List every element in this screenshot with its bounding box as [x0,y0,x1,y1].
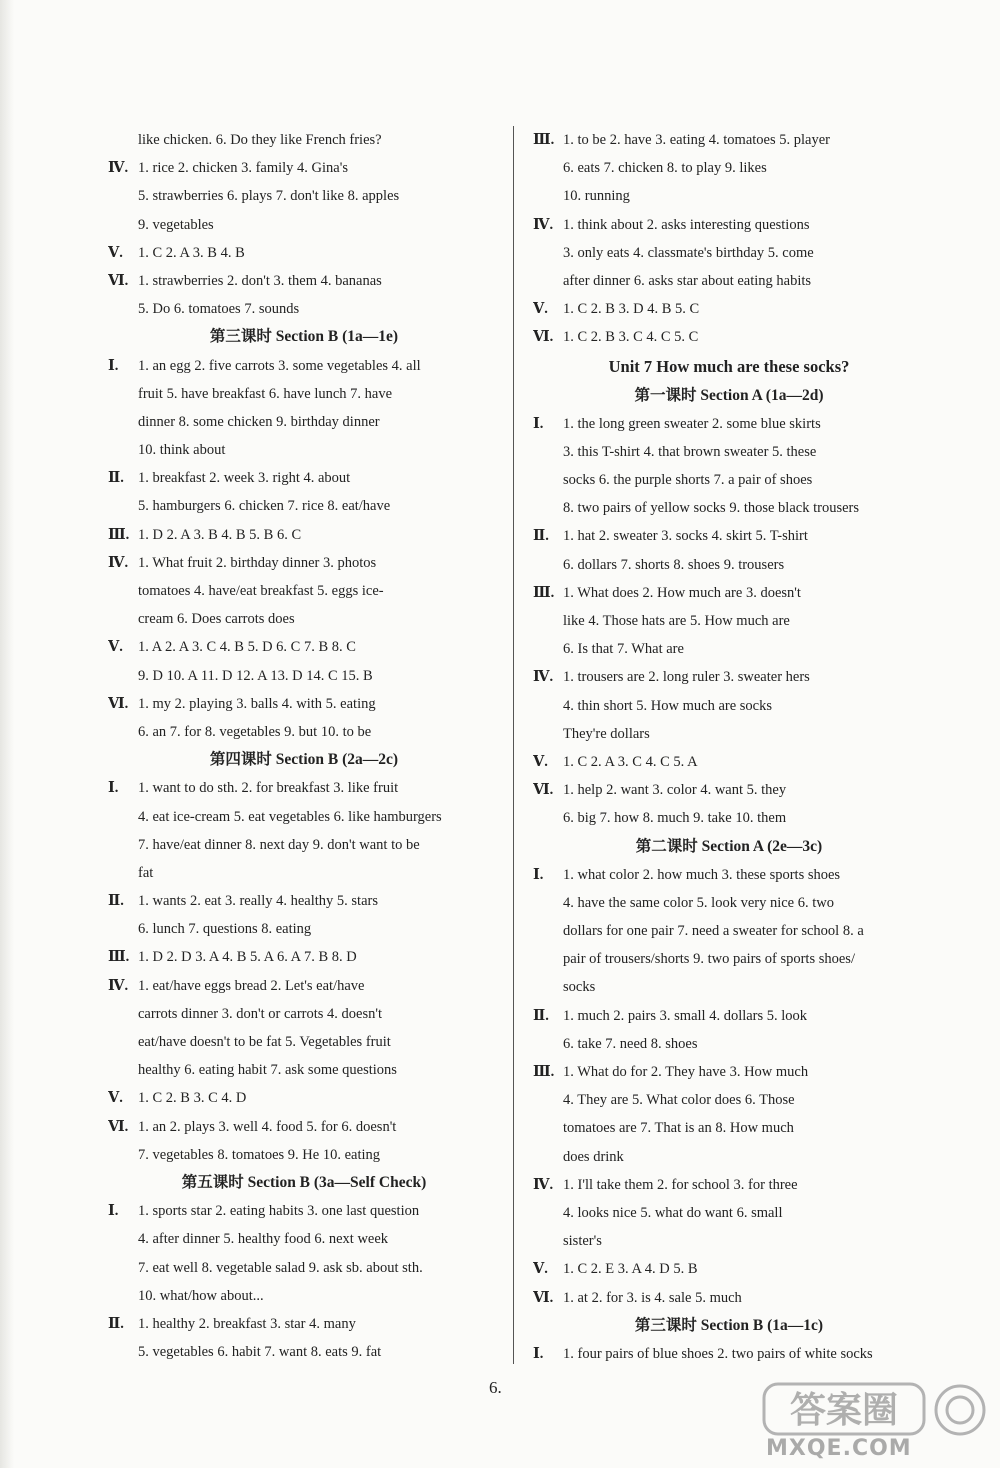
answer-line [108,774,500,802]
answer-line: 4. have the same color 5. look very nice 6. two [563,894,834,911]
answer-line: eat/have doesn't to be fat 5. Vegetables fruit [138,1034,391,1050]
page-number: 6. [489,1378,502,1397]
answer-text: 1. C 2. E 3. A 4. D 5. B [563,1261,698,1278]
answer-text: 1. hat 2. sweater 3. socks 4. skirt 5. T-shirt [563,528,808,545]
exercise-number: Ⅴ. [533,1261,548,1278]
section-heading: 第四课时 Section B (2a—2c) [209,751,399,769]
answer-text: 1. much 2. pairs 3. small 4. dollars 5. look [563,1007,808,1024]
answer-text: 1. the long green sweater 2. some blue skirts [563,415,821,432]
answer-line [533,776,925,804]
answer-line: 6. take 7. need 8. shoes [563,1035,698,1052]
answer-line [533,1284,925,1312]
answer-text: 1. C 2. A 3. C 4. C 5. A [563,753,698,770]
exercise-number: Ⅵ. [108,695,129,712]
exercise-number: Ⅰ. [533,415,544,432]
answer-line: dollars for one pair 7. need a sweater for school 8. a [563,923,864,940]
answer-line: 10. think about [138,442,226,459]
answer-line [533,295,925,323]
section-heading: 第二课时 Section A (2e—3c) [635,837,823,855]
answer-text: 1. I'll take them 2. for school 3. for three [563,1176,798,1193]
exercise-number: Ⅵ. [108,272,129,289]
answer-line: 3. only eats 4. classmate's birthday 5. come [563,244,814,261]
exercise-number: Ⅵ. [533,1289,554,1306]
answer-line: 5. vegetables 6. habit 7. want 8. eats 9. fat [138,1344,382,1361]
left-column [108,126,500,1366]
answer-line [533,211,925,239]
answer-line [108,521,500,549]
exercise-number: Ⅳ. [108,977,129,994]
page-edge-shadow [0,0,14,1468]
answer-line [108,267,500,295]
answer-line: 9. vegetables [138,216,214,233]
exercise-number: Ⅳ. [533,669,554,686]
exercise-number: Ⅱ. [533,528,549,545]
answer-text: 1. C 2. B 3. C 4. C 5. C [563,329,699,346]
answer-line [533,1171,925,1199]
answer-line [533,323,925,351]
answer-line [533,1255,925,1283]
answer-line: 4. after dinner 5. healthy food 6. next week [138,1231,389,1248]
answer-line: 4. thin short 5. How much are socks [563,697,773,714]
watermark-url: MXQE.COM [766,1436,912,1461]
answer-text: 1. eat/have eggs bread 2. Let's eat/have [138,977,365,994]
unit-title: Unit 7 How much are these socks? [608,356,850,376]
answer-line: tomatoes 4. have/eat breakfast 5. eggs ice- [138,583,384,599]
answer-line: after dinner 6. asks star about eating habits [563,272,812,289]
watermark-logo [760,1378,996,1440]
exercise-number: Ⅵ. [533,782,554,799]
answer-line [108,239,500,267]
answer-text: 1. help 2. want 3. color 4. want 5. they [563,782,787,799]
exercise-number: Ⅱ. [108,1315,124,1332]
answer-line: tomatoes are 7. That is an 8. How much [563,1120,794,1137]
answer-line: 5. Do 6. tomatoes 7. sounds [138,301,300,318]
answer-line [108,464,500,492]
answer-text: 1. at 2. for 3. is 4. sale 5. much [563,1289,742,1306]
exercise-number: Ⅰ. [533,866,544,883]
column-divider [513,126,514,1364]
answer-line [533,1002,925,1030]
answer-line [108,633,500,661]
answer-line [533,1340,925,1368]
answer-line: socks 6. the purple shorts 7. a pair of shoes [563,472,813,489]
answer-line: 4. eat ice-cream 5. eat vegetables 6. like hamburgers [138,808,442,825]
answer-text: 1. rice 2. chicken 3. family 4. Gina's [138,160,348,177]
answer-line [108,1113,500,1141]
answer-line: sister's [563,1233,602,1250]
watermark [760,1378,996,1464]
answer-line [533,126,925,154]
exercise-number: Ⅱ. [533,1007,549,1024]
answer-text: 1. sports star 2. eating habits 3. one last question [138,1203,420,1220]
answer-text: 1. D 2. A 3. B 4. B 5. B 6. C [138,526,302,543]
answer-line [533,579,925,607]
right-column [533,126,925,1368]
answer-line [108,1197,500,1225]
answer-line: 5. strawberries 6. plays 7. don't like 8. apples [138,188,400,205]
section-heading: 第五课时 Section B (3a—Self Check) [181,1173,427,1191]
answer-line [533,748,925,776]
answer-line [108,154,500,182]
exercise-number: Ⅵ. [533,329,554,346]
answer-text: 1. an egg 2. five carrots 3. some vegetables 4. all [138,357,421,374]
answer-line [533,1058,925,1086]
answer-text: 1. think about 2. asks interesting questions [563,216,810,233]
answer-line: 7. vegetables 8. tomatoes 9. He 10. eating [138,1146,381,1163]
answer-line [108,887,500,915]
answer-line: carrots dinner 3. don't or carrots 4. doesn't [138,1005,383,1022]
answer-line: 3. this T-shirt 4. that brown sweater 5. these [563,443,817,460]
answer-text: 1. trousers are 2. long ruler 3. sweater hers [563,669,810,686]
answer-text: 1. want to do sth. 2. for breakfast 3. like fruit [138,780,399,797]
answer-text: 1. D 2. D 3. A 4. B 5. A 6. A 7. B 8. D [138,949,357,966]
answer-line: 4. They are 5. What color does 6. Those [563,1092,795,1109]
answer-text: 1. four pairs of blue shoes 2. two pairs of white socks [563,1345,873,1362]
exercise-number: Ⅴ. [533,753,548,770]
answer-line [108,352,500,380]
answer-line [533,663,925,691]
answer-line: like chicken. 6. Do they like French fries? [138,132,382,148]
exercise-number: Ⅴ. [108,639,123,656]
answer-line: 7. eat well 8. vegetable salad 9. ask sb. about sth. [138,1259,423,1276]
exercise-number: Ⅳ. [533,216,554,233]
answer-text: 1. What fruit 2. birthday dinner 3. photos [138,554,377,571]
answer-line: 6. big 7. how 8. much 9. take 10. them [563,810,787,827]
answer-text: 1. strawberries 2. don't 3. them 4. bananas [138,272,382,289]
exercise-number: Ⅴ. [533,301,548,318]
answer-text: 1. an 2. plays 3. well 4. food 5. for 6. doesn't [138,1118,397,1135]
answer-line: 7. have/eat dinner 8. next day 9. don't want to be [138,836,420,853]
exercise-number: Ⅳ. [533,1176,554,1193]
exercise-number: Ⅰ. [533,1345,544,1362]
answer-text: 1. A 2. A 3. C 4. B 5. D 6. C 7. B 8. C [138,639,356,656]
answer-line: healthy 6. eating habit 7. ask some questions [138,1062,397,1079]
answer-line: 4. looks nice 5. what do want 6. small [563,1204,783,1221]
answer-line: pair of trousers/shorts 9. two pairs of sports shoes/ [563,951,855,968]
answer-text: 1. breakfast 2. week 3. right 4. about [138,470,351,487]
answer-line [108,1084,500,1112]
answer-line: 6. eats 7. chicken 8. to play 9. likes [563,160,767,177]
exercise-number: Ⅳ. [108,554,129,571]
answer-line: They're dollars [563,725,650,742]
exercise-number: Ⅲ. [108,949,130,966]
exercise-number: Ⅲ. [533,1064,555,1080]
answer-line [108,943,500,971]
exercise-number: Ⅰ. [108,357,119,374]
answer-line: socks [563,979,596,996]
exercise-number: Ⅰ. [108,1203,119,1220]
answer-text: 1. what color 2. how much 3. these sports shoes [563,866,841,883]
exercise-number: Ⅲ. [533,584,555,601]
exercise-number: Ⅳ. [108,160,129,177]
answer-line [108,690,500,718]
answer-line: 6. dollars 7. shorts 8. shoes 9. trousers [563,556,785,573]
answer-line [108,1310,500,1338]
answer-text: 1. C 2. B 3. C 4. D [138,1090,247,1107]
answer-line: 6. an 7. for 8. vegetables 9. but 10. to be [138,723,372,740]
watermark-logo-text: 答案圈 [789,1390,899,1431]
answer-line [533,861,925,889]
answer-text: 1. my 2. playing 3. balls 4. with 5. eating [138,695,376,712]
answer-line: 10. running [563,188,630,205]
answer-text: 1. healthy 2. breakfast 3. star 4. many [138,1315,356,1332]
exercise-number: Ⅱ. [108,470,124,487]
answer-line: like 4. Those hats are 5. How much are [563,613,790,629]
answer-text: 1. C 2. A 3. B 4. B [138,244,245,261]
answer-line: fruit 5. have breakfast 6. have lunch 7. have [138,385,393,402]
exercise-number: Ⅴ. [108,1090,123,1107]
answer-line: 6. Is that 7. What are [563,641,684,658]
answer-text: 1. What does 2. How much are 3. doesn't [563,584,801,601]
answer-line: 6. lunch 7. questions 8. eating [138,921,312,938]
answer-line: does drink [563,1148,624,1165]
section-heading: 第三课时 Section B (1a—1c) [634,1316,824,1334]
answer-text: 1. What do for 2. They have 3. How much [563,1064,809,1080]
answer-line: dinner 8. some chicken 9. birthday dinner [138,413,380,430]
exercise-number: Ⅲ. [108,526,130,543]
answer-line: 5. hamburgers 6. chicken 7. rice 8. eat/have [138,498,391,515]
answer-line: fat [138,864,154,881]
exercise-number: Ⅰ. [108,780,119,797]
answer-line [533,410,925,438]
exercise-number: Ⅱ. [108,893,124,910]
answer-line [108,549,500,577]
answer-text: 1. wants 2. eat 3. really 4. healthy 5. stars [138,893,378,910]
exercise-number: Ⅴ. [108,244,123,261]
answer-text: 1. to be 2. have 3. eating 4. tomatoes 5. player [563,132,830,148]
section-heading: 第一课时 Section A (1a—2d) [634,386,824,404]
exercise-number: Ⅲ. [533,132,555,148]
answer-line: 10. what/how about... [138,1287,264,1304]
section-heading: 第三课时 Section B (1a—1e) [209,328,399,346]
answer-line: cream 6. Does carrots does [138,611,295,628]
answer-line [108,972,500,1000]
answer-line: 9. D 10. A 11. D 12. A 13. D 14. C 15. B [138,667,373,684]
answer-line: 8. two pairs of yellow socks 9. those black trousers [563,500,859,517]
answer-line [533,522,925,550]
answer-text: 1. C 2. B 3. D 4. B 5. C [563,301,700,318]
exercise-number: Ⅵ. [108,1118,129,1135]
